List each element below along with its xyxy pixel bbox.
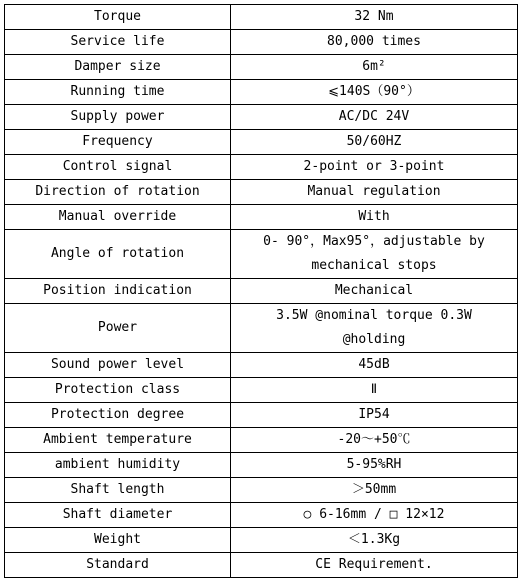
- table-row: [5, 478, 518, 503]
- table-row: [5, 5, 518, 30]
- spec-value: Mechanical: [231, 279, 518, 304]
- table-row: [5, 55, 518, 80]
- spec-label: Service life: [5, 30, 231, 55]
- spec-value: -20～+50℃: [231, 428, 518, 453]
- spec-label: Supply power: [5, 105, 231, 130]
- table-row: [5, 155, 518, 180]
- table-row: [5, 279, 518, 304]
- spec-label: Direction of rotation: [5, 180, 231, 205]
- spec-label: Weight: [5, 528, 231, 553]
- spec-label: Protection degree: [5, 403, 231, 428]
- table-row: [5, 378, 518, 403]
- spec-label: Sound power level: [5, 353, 231, 378]
- table-row: [5, 453, 518, 478]
- spec-label: Manual override: [5, 205, 231, 230]
- table-row: [5, 30, 518, 55]
- table-row: [5, 553, 518, 578]
- spec-label: ambient humidity: [5, 453, 231, 478]
- table-row: [5, 428, 518, 453]
- table-row: [5, 180, 518, 205]
- spec-value: AC/DC 24V: [231, 105, 518, 130]
- table-row: [5, 230, 518, 279]
- spec-label: Protection class: [5, 378, 231, 403]
- spec-value: ＜1.3Kg: [231, 528, 518, 553]
- spec-value: CE Requirement.: [231, 553, 518, 578]
- spec-value: With: [231, 205, 518, 230]
- spec-value: 50/60HZ: [231, 130, 518, 155]
- table-row: [5, 503, 518, 528]
- spec-value: 2-point or 3-point: [231, 155, 518, 180]
- table-row: [5, 403, 518, 428]
- spec-label: Power: [5, 304, 231, 353]
- spec-value: 6m²: [231, 55, 518, 80]
- spec-value: 45dB: [231, 353, 518, 378]
- spec-label: Position indication: [5, 279, 231, 304]
- table-row: [5, 528, 518, 553]
- spec-table: [4, 4, 518, 578]
- spec-value: IP54: [231, 403, 518, 428]
- spec-label: Standard: [5, 553, 231, 578]
- spec-label: Frequency: [5, 130, 231, 155]
- table-row: [5, 130, 518, 155]
- spec-value: 80,000 times: [231, 30, 518, 55]
- spec-value-line: 0- 90°，Max95°，adjustable by: [263, 234, 485, 249]
- table-row: [5, 304, 518, 353]
- spec-value: [231, 230, 518, 279]
- spec-value: Ⅱ: [231, 378, 518, 403]
- spec-value-line: 3.5W @nominal torque 0.3W: [276, 308, 472, 323]
- spec-value: 5-95%RH: [231, 453, 518, 478]
- spec-value: ⩽140S（90°）: [231, 80, 518, 105]
- spec-value: 32 Nm: [231, 5, 518, 30]
- spec-label: Angle of rotation: [5, 230, 231, 279]
- table-row: [5, 205, 518, 230]
- spec-value-line: mechanical stops: [311, 258, 437, 273]
- table-row: [5, 80, 518, 105]
- spec-label: Control signal: [5, 155, 231, 180]
- table-row: [5, 353, 518, 378]
- spec-value: ＞50mm: [231, 478, 518, 503]
- spec-label: Damper size: [5, 55, 231, 80]
- spec-label: Shaft diameter: [5, 503, 231, 528]
- spec-label: Running time: [5, 80, 231, 105]
- spec-value-line: @holding: [342, 332, 406, 347]
- spec-value: [231, 304, 518, 353]
- spec-label: Ambient temperature: [5, 428, 231, 453]
- spec-value: ○ 6-16mm / □ 12×12: [231, 503, 518, 528]
- spec-label: Torque: [5, 5, 231, 30]
- table-row: [5, 105, 518, 130]
- spec-value: Manual regulation: [231, 180, 518, 205]
- spec-label: Shaft length: [5, 478, 231, 503]
